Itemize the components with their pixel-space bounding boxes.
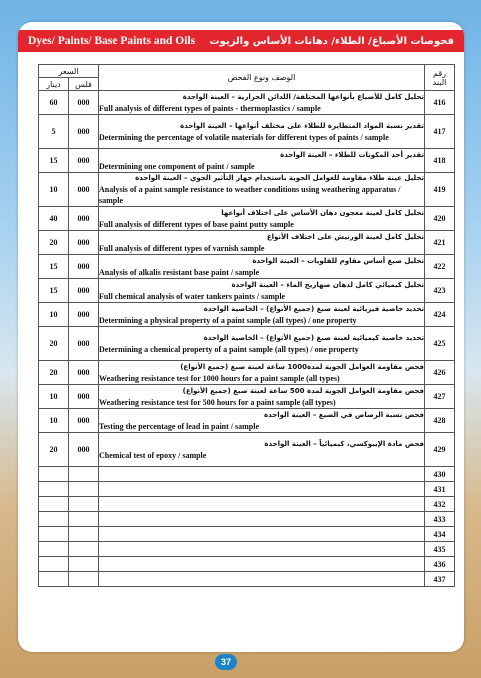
fils-cell [69,482,99,497]
item-number-cell: 437 [425,572,455,587]
description-en: Analysis of alkalis resistant base paint / sample [99,267,260,277]
description-en: Full analysis of different types of paints - thermoplastics / sample [99,103,321,113]
description-cell [99,115,425,149]
empty-table-row [39,467,455,482]
fils-header: فلس [69,78,99,91]
description-en: Weathering resistance test for 1000 hours for a paint sample (all types) [99,373,340,383]
fils-cell [69,542,99,557]
description-en: Chemical test of epoxy / sample [99,450,207,460]
fils-cell: 000 [69,409,99,433]
description-cell [99,385,425,409]
fils-cell: 000 [69,327,99,361]
fils-cell: 000 [69,361,99,385]
table-row [39,207,455,231]
description-cell [99,512,425,527]
description-en: Full analysis of different types of base paint putty sample [99,219,294,229]
dinar-cell: 40 [39,207,69,231]
description-en: Determining one component of paint / sample [99,161,255,171]
description-cell [99,255,425,279]
description-cell [99,91,425,115]
section-title-en: Dyes/ Paints/ Base Paints and Oils [28,35,196,47]
description-en: Determining a chemical property of a paint sample (all types) / one property [99,344,359,354]
table-row [39,433,455,467]
item-number-cell: 427 [425,385,455,409]
dinar-cell [39,482,69,497]
description-cell [99,527,425,542]
empty-table-row [39,482,455,497]
table-row [39,279,455,303]
description-cell [99,467,425,482]
table-row [39,361,455,385]
description-en: Weathering resistance test for 500 hours for a paint sample (all types) [99,397,336,407]
fils-cell: 000 [69,255,99,279]
empty-table-row [39,527,455,542]
dinar-cell: 10 [39,409,69,433]
description-ar: تحليل عينة طلاء مقاومة للعوامل الجوية باستخدام جهاز التأثير الجوي – العينة الواحدة [135,174,425,182]
dinar-cell [39,572,69,587]
item-number-cell: 432 [425,497,455,512]
description-ar: تقدير أحد المكونات للطلاء – العينة الواحدة [280,150,425,159]
item-number-cell: 431 [425,482,455,497]
table-row [39,91,455,115]
description-ar: تحديد خاصية فيزيائية لعينة صبغ (جميع الأنواع) – الخاصية الواحدة [203,304,425,313]
fils-cell: 000 [69,91,99,115]
description-cell [99,542,425,557]
description-en: Full chemical analysis of water tankers paints / sample [99,291,286,301]
price-table [38,64,455,587]
page-sheet [18,22,464,652]
description-en: Determining the percentage of volatile materials for different types of paints / sample [99,132,389,142]
item-number-cell: 425 [425,327,455,361]
fils-cell: 000 [69,207,99,231]
dinar-cell: 15 [39,279,69,303]
table-row [39,231,455,255]
item-number-cell: 429 [425,433,455,467]
fils-cell [69,557,99,572]
description-ar: تحليل كامل لعينة الورنيش على اختلاف الأنواع [266,232,425,241]
fils-cell: 000 [69,303,99,327]
fils-cell: 000 [69,279,99,303]
description-ar: تحليل كامل للأصباغ بأنواعها المختلفة/ اللدائن الحرارية – العينة الواحدة [182,92,425,101]
item-number-cell: 430 [425,467,455,482]
description-en: Determining a physical property of a paint sample (all types) / one property [99,315,357,325]
dinar-cell [39,497,69,512]
description-cell [99,207,425,231]
fils-cell [69,512,99,527]
dinar-cell: 15 [39,149,69,173]
description-header: الوصف ونوع الفحص [99,65,425,91]
dinar-cell: 60 [39,91,69,115]
table-row [39,303,455,327]
fils-cell: 000 [69,385,99,409]
item-number-header-line2: البند [432,77,447,87]
item-number-cell: 423 [425,279,455,303]
table-row [39,149,455,173]
empty-table-row [39,512,455,527]
empty-table-row [39,497,455,512]
description-cell [99,482,425,497]
table-row [39,409,455,433]
dinar-cell: 10 [39,303,69,327]
fils-cell: 000 [69,173,99,207]
item-number-cell: 435 [425,542,455,557]
description-cell [99,149,425,173]
item-number-cell: 428 [425,409,455,433]
fils-cell: 000 [69,231,99,255]
dinar-cell [39,512,69,527]
fils-cell: 000 [69,433,99,467]
item-number-cell: 420 [425,207,455,231]
description-cell [99,231,425,255]
table-row [39,385,455,409]
section-title-ar: فحوصات الأصباغ/ الطلاء/ دهانات الأساس والزيوت [209,35,454,47]
description-ar: تحليل كيميائي كامل لدهان صهاريج الماء – العينة الواحدة [231,280,425,289]
table-row [39,255,455,279]
description-cell [99,497,425,512]
dinar-cell [39,527,69,542]
item-number-header [425,65,455,91]
description-cell [99,279,425,303]
item-number-header-line1: رقم [433,68,447,78]
fils-cell [69,467,99,482]
description-ar: تقدير نسبة المواد المتطايرة للطلاء على مختلف أنواعها – العينة الواحدة [180,121,425,130]
fils-cell [69,572,99,587]
dinar-cell [39,557,69,572]
item-number-cell: 421 [425,231,455,255]
description-ar: فحص مقاومة العوامل الجوية لمدة1000 ساعة لعينة صبغ (جميع الأنواع) [180,362,425,371]
dinar-cell: 10 [39,385,69,409]
fils-cell: 000 [69,115,99,149]
item-number-cell: 422 [425,255,455,279]
page-number: 37 [215,654,237,670]
item-number-cell: 433 [425,512,455,527]
table-row [39,327,455,361]
dinar-cell: 10 [39,173,69,207]
item-number-cell: 418 [425,149,455,173]
description-ar: تحليل صبغ أساس مقاوم للقلويات – العينة الواحدة [252,256,425,265]
item-number-cell: 424 [425,303,455,327]
dinar-cell: 5 [39,115,69,149]
price-header: السعر [39,65,99,78]
item-number-cell: 436 [425,557,455,572]
description-ar: فحص مادة الإيبوكسي، كيميائياً – العينة الواحدة [264,439,425,448]
item-number-cell: 434 [425,527,455,542]
empty-table-row [39,557,455,572]
description-cell [99,173,425,207]
item-number-cell: 416 [425,91,455,115]
fils-cell: 000 [69,149,99,173]
fils-cell [69,497,99,512]
description-en: Analysis of a paint sample resistance to weather conditions using weathering apparatus / sample [99,185,401,205]
description-ar: تحليل كامل لعينة معجون دهان الأساس على اختلاف أنواعها [221,208,425,217]
description-ar: تحديد خاصية كيميائية لعينة صبغ (جميع الأنواع) – الخاصية الواحدة [203,333,425,342]
dinar-cell: 20 [39,327,69,361]
dinar-cell: 20 [39,361,69,385]
table-row [39,115,455,149]
description-cell [99,572,425,587]
empty-table-row [39,542,455,557]
dinar-cell: 20 [39,433,69,467]
description-cell [99,361,425,385]
dinar-cell [39,542,69,557]
dinar-header: دينار [39,78,69,91]
description-en: Testing the percentage of lead in paint / sample [99,421,260,431]
item-number-cell: 417 [425,115,455,149]
dinar-cell: 20 [39,231,69,255]
description-cell [99,409,425,433]
description-cell [99,557,425,572]
description-cell [99,303,425,327]
table-row [39,173,455,207]
dinar-cell: 15 [39,255,69,279]
empty-table-row [39,572,455,587]
fils-cell [69,527,99,542]
description-en: Full analysis of different types of varnish sample [99,243,265,253]
description-ar: فحص مقاومة العوامل الجوية لمدة 500 ساعة لعينة صبغ (جميع الأنواع) [182,386,425,395]
description-ar: فحص نسبة الرصاص في الصبغ – العينة الواحدة [264,410,425,419]
item-number-cell: 426 [425,361,455,385]
description-cell [99,433,425,467]
dinar-cell [39,467,69,482]
item-number-cell: 419 [425,173,455,207]
description-cell [99,327,425,361]
section-banner [18,30,464,52]
